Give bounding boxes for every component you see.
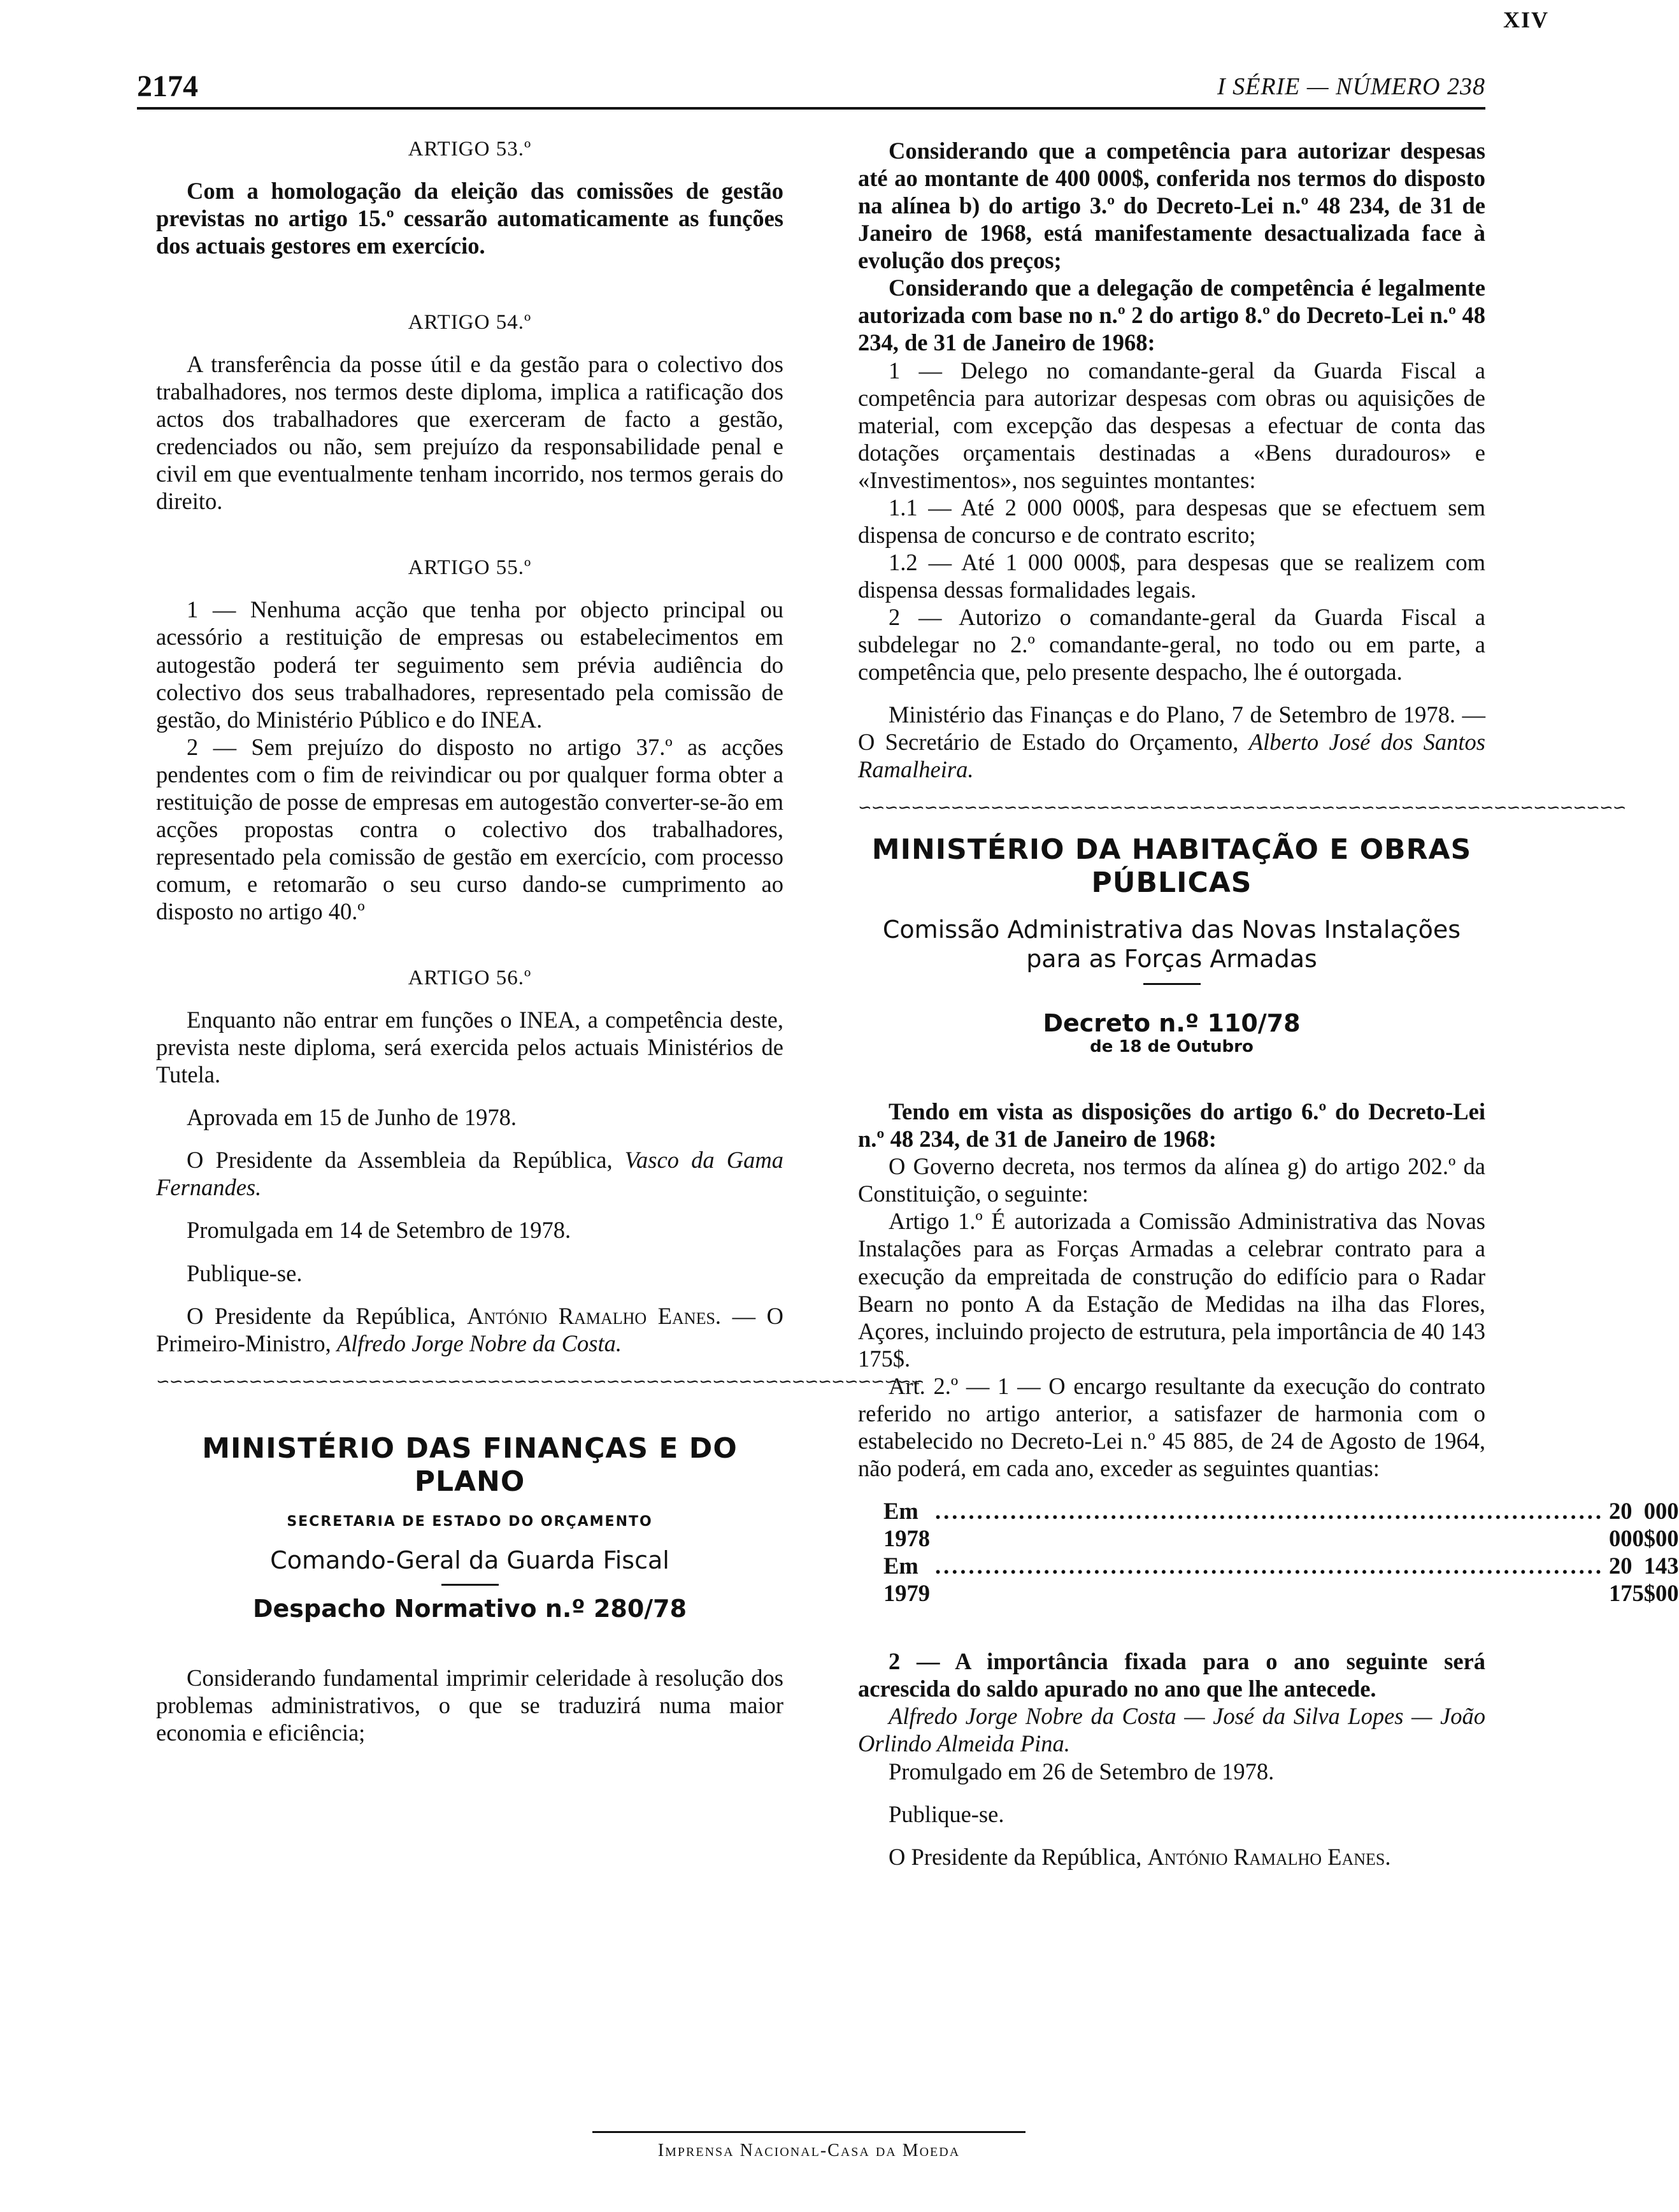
decree-article-2-para-1: Art. 2.º — 1 — O encargo resultante da execução do contrato referido no artigo anterior, a satisfazer de harmonia com o estabelecido no Decreto-Lei n.º 45 885, de 24 de Agosto de 1964, não poderá, em cada ano, exceder as seguintes quantias:	[858, 1372, 1485, 1481]
command-heading: Comando-Geral da Guarda Fiscal	[270, 1546, 669, 1575]
ministry-signoff-text: Ministério das Finanças e do Plano, 7 de Setembro de 1978. — O Secretário de Estado do Orçamento,	[858, 701, 1485, 756]
right-column	[858, 137, 1679, 1871]
amount-value: 20 143 175$00	[1609, 1553, 1679, 1607]
decree-article-1: Artigo 1.º É autorizada a Comissão Administrativa das Novas Instalações para as Forças Armadas a celebrar contrato para a execução da empreitada de construção do edifício para o Radar Bearn no ponto A da Estação de Medidas na ilha das Flores, Açores, incluindo projecto de estrutura, pela importância de 40 143 175$.	[858, 1208, 1485, 1372]
approval-date: Aprovada em 15 de Junho de 1978.	[187, 1104, 517, 1131]
decree-president	[858, 1843, 1485, 1871]
ministry-finance-heading: MINISTÉRIO DAS FINANÇAS E DO PLANO	[202, 1432, 738, 1498]
leader-dots	[935, 1497, 1604, 1552]
article-53-text: Com a homologação da eleição das comissões de gestão previstas no artigo 15.º cessarão automaticamente as funções dos actuais gestores em exercício.	[156, 177, 783, 259]
page-header	[137, 65, 1485, 110]
assembly-president	[156, 1146, 783, 1201]
ministry-housing-heading: MINISTÉRIO DA HABITAÇÃO E OBRAS PÚBLICAS	[871, 833, 1472, 900]
prime-minister-name: Alfredo Jorge Nobre da Costa.	[336, 1330, 622, 1356]
section-ornament: ∽∽∽∽∽∽∽∽∽∽∽∽∽∽∽∽∽∽∽∽∽∽∽∽∽∽∽∽∽∽∽∽∽∽∽∽∽∽∽∽∽∽∽∽∽∽∽∽∽∽∽∽∽∽∽∽∽∽	[858, 798, 1626, 818]
commission-heading-line-2: para as Forças Armadas	[1026, 945, 1317, 973]
republic-president-label: O Presidente da República,	[187, 1302, 456, 1329]
page-number: 2174	[137, 69, 198, 103]
divider	[1143, 983, 1201, 985]
publish-note: Publique-se.	[187, 1260, 303, 1286]
decree-title: Decreto n.º 110/78	[1043, 1009, 1301, 1037]
section-ornament: ∽∽∽∽∽∽∽∽∽∽∽∽∽∽∽∽∽∽∽∽∽∽∽∽∽∽∽∽∽∽∽∽∽∽∽∽∽∽∽∽∽∽∽∽∽∽∽∽∽∽∽∽∽∽∽∽∽∽	[156, 1372, 924, 1391]
article-56-text: Enquanto não entrar em funções o INEA, a competência deste, prevista neste diploma, será exercida pelos actuais Ministérios de Tutela.	[156, 1007, 783, 1088]
decree-president-label: O Presidente da República,	[889, 1843, 1142, 1870]
decree-president-name: António Ramalho Eanes.	[1147, 1843, 1391, 1870]
article-56-title: ARTIGO 56.º	[408, 966, 532, 990]
amount-year: Em 1978	[883, 1498, 930, 1552]
despacho-intro: Considerando fundamental imprimir celeridade à resolução dos problemas administrativos, o que se traduzirá numa maior economia e eficiência;	[156, 1665, 783, 1746]
page-mark: XIV	[1503, 7, 1549, 32]
despacho-item-2: 2 — Autorizo o comandante-geral da Guarda Fiscal a subdelegar no 2.º comandante-geral, no todo ou em parte, a competência que, pelo presente despacho, lhe é outorgada.	[858, 604, 1485, 686]
decree-publish: Publique-se.	[889, 1800, 1004, 1827]
divider	[441, 1584, 499, 1586]
despacho-item-1-1: 1.1 — Até 2 000 000$, para despesas que se efectuem sem dispensa de concurso e de contrato escrito;	[858, 494, 1485, 548]
despacho-item-1-2: 1.2 — Até 1 000 000$, para despesas que se realizem com dispensa dessas formalidades legais.	[858, 549, 1485, 603]
considerando-1: Considerando que a competência para autorizar despesas até ao montante de 400 000$, conferida nos termos do disposto na alínea b) do artigo 3.º do Decreto-Lei n.º 48 234, de 31 de Janeiro de 1968, está manifestamente desactualizada face à evolução dos preços;	[858, 138, 1485, 274]
assembly-president-name: Vasco da Gama Fernandes.	[156, 1147, 784, 1201]
signer-name: Alberto José dos Santos Ramalheira.	[858, 729, 1486, 783]
prime-minister-label: — O Primeiro-Ministro,	[156, 1302, 784, 1356]
article-55-para-1: 1 — Nenhuma acção que tenha por objecto principal ou acessório a restituição de empresas ou estabelecimentos em autogestão poderá ter seguimento sem prévia audiência do colectivo dos seus trabalhadores, representado pela comissão de gestão, do Ministério Público e do INEA.	[156, 596, 783, 733]
decree-promulgation: Promulgado em 26 de Setembro de 1978.	[889, 1758, 1275, 1785]
despacho-title: Despacho Normativo n.º 280/78	[252, 1595, 687, 1623]
amount-row	[858, 1552, 1679, 1607]
article-53-title: ARTIGO 53.º	[408, 138, 532, 161]
printer-footer: Imprensa Nacional-Casa da Moeda	[592, 2131, 1025, 2161]
decree-signers: Alfredo Jorge Nobre da Costa — José da Silva Lopes — João Orlindo Almeida Pina.	[858, 1703, 1485, 1757]
considerando-2: Considerando que a delegação de competência é legalmente autorizada com base no n.º 2 do artigo 8.º do Decreto-Lei n.º 48 234, de 31 de Janeiro de 1968:	[858, 275, 1485, 356]
promulgation-date: Promulgada em 14 de Setembro de 1978.	[187, 1217, 571, 1244]
commission-heading-line-1: Comissão Administrativa das Novas Instalações	[882, 915, 1461, 944]
secretariat-heading: SECRETARIA DE ESTADO DO ORÇAMENTO	[287, 1514, 653, 1530]
republic-president-name: António Ramalho Eanes.	[467, 1302, 722, 1329]
leader-dots	[935, 1552, 1604, 1607]
assembly-president-label: O Presidente da Assembleia da República,	[187, 1147, 613, 1174]
ministry-signoff	[858, 701, 1485, 783]
decree-date: de 18 de Outubro	[1090, 1037, 1254, 1057]
article-54-text: A transferência da posse útil e da gestão para o colectivo dos trabalhadores, nos termos deste diploma, implica a ratificação dos actos dos trabalhadores que exerceram de facto a gestão, credenciados ou não, sem prejuízo da responsabilidade penal e civil em que eventualmente tenham incorrido, nos termos gerais do direito.	[156, 351, 783, 515]
amount-row	[858, 1497, 1679, 1552]
decree-article-2-para-2: 2 — A importância fixada para o ano seguinte será acrescida do saldo apurado no ano que lhe antecede.	[858, 1648, 1485, 1702]
article-54-title: ARTIGO 54.º	[408, 311, 532, 334]
series-label: I SÉRIE — NÚMERO 238	[1217, 73, 1485, 100]
amount-year: Em 1979	[883, 1553, 930, 1607]
decree-government: O Governo decreta, nos termos da alínea g) do artigo 202.º da Constituição, o seguinte:	[858, 1153, 1485, 1207]
decree-intro: Tendo em vista as disposições do artigo 6.º do Decreto-Lei n.º 48 234, de 31 de Janeiro de 1968:	[858, 1098, 1485, 1153]
article-55-title: ARTIGO 55.º	[408, 556, 532, 580]
despacho-item-1: 1 — Delego no comandante-geral da Guarda Fiscal a competência para autorizar despesas com obras ou aquisições de material, com excepção das despesas a efectuar de conta das dotações orçamentais destinadas a «Bens duradouros» e «Investimentos», nos seguintes montantes:	[858, 357, 1485, 493]
article-55-para-2: 2 — Sem prejuízo do disposto no artigo 37.º as acções pendentes com o fim de reivindicar ou por qualquer forma obter a restituição de posse de empresas em autogestão converter-se-ão em acções propostas contra o colectivo dos trabalhadores, representado pela comissão de gestão em exercício, com processo comum, e retomarão o seu curso dando-se cumprimento ao disposto no artigo 40.º	[156, 733, 783, 925]
signatures	[156, 1302, 783, 1357]
amount-value: 20 000 000$00	[1609, 1498, 1679, 1552]
